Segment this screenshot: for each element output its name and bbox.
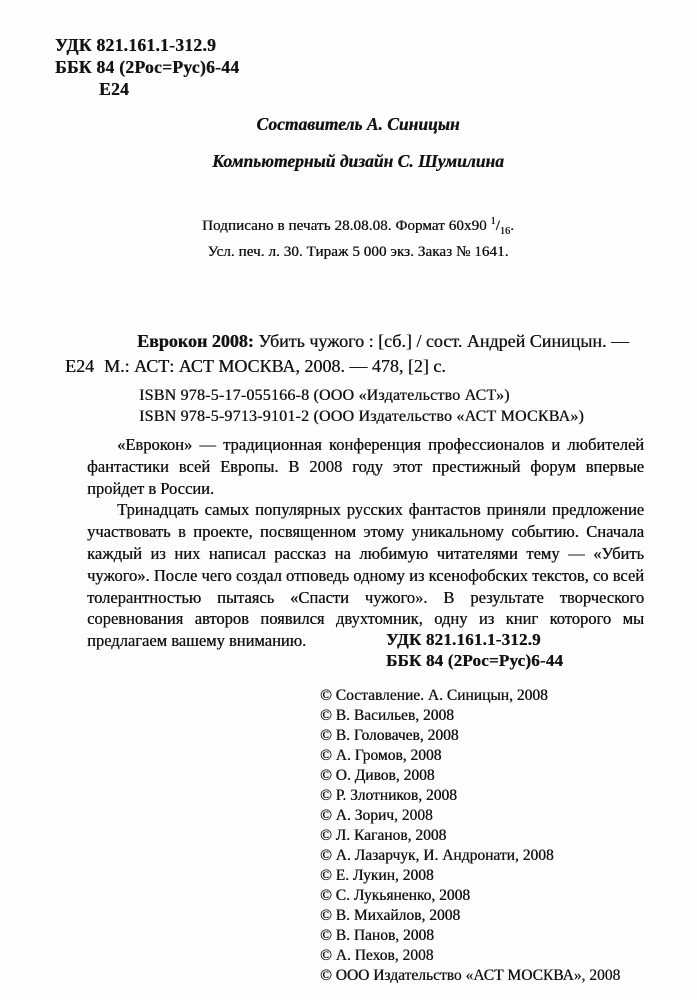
format-fraction-slash: / <box>495 218 500 234</box>
compiler-credit: Составитель А. Синицын <box>256 114 460 134</box>
design-credit: Компьютерный дизайн С. Шумилина <box>212 151 504 171</box>
copyright-line: © В. Панов, 2008 <box>320 927 434 944</box>
copyright-line: © ООО Издательство «АСТ МОСКВА», 2008 <box>320 967 621 984</box>
annotation-block <box>87 434 644 652</box>
classification-block-bottom <box>386 629 563 671</box>
biblio-line1-rest: Убить чужого : [сб.] / сост. Андрей Синицын. — <box>253 331 629 351</box>
format-fraction-numerator: 1 <box>490 216 496 227</box>
isbn-line: ISBN 978-5-17-055166-8 (ООО «Издательство АСТ») <box>139 387 510 404</box>
copyright-line: © А. Громов, 2008 <box>320 747 442 764</box>
copyright-line: © С. Лукьяненко, 2008 <box>320 887 471 904</box>
copyright-line: © В. Головачев, 2008 <box>320 727 459 744</box>
bibliographic-entry <box>65 329 661 378</box>
print-run-line: Усл. печ. л. 30. Тираж 5 000 экз. Заказ № 1641. <box>207 244 509 260</box>
copyright-line: © Е. Лукин, 2008 <box>320 867 434 884</box>
copyright-line: © А. Пехов, 2008 <box>320 947 434 964</box>
copyright-line: © В. Михайлов, 2008 <box>320 907 461 924</box>
format-fraction-denominator: 16 <box>499 226 511 237</box>
copyright-line: © А. Лазарчук, И. Андронати, 2008 <box>320 847 554 864</box>
classification-block-top <box>55 34 239 100</box>
udk-code-bottom: УДК 821.161.1-312.9 <box>386 630 541 649</box>
author-sign-code-top: Е24 <box>99 79 130 99</box>
author-sign-code-biblio: Е24 <box>65 355 94 376</box>
copyright-line: © Составление. А. Синицын, 2008 <box>320 687 548 704</box>
biblio-imprint: М.: АСТ: АСТ МОСКВА, 2008. — 478, [2] с. <box>104 355 446 376</box>
print-date-text: Подписано в печать 28.08.08. Формат 60х90 <box>202 218 491 234</box>
bbk-code-bottom: ББК 84 (2Рос=Рус)6-44 <box>386 651 564 670</box>
biblio-line-2 <box>65 354 661 379</box>
isbn-line: ISBN 978-5-9713-9101-2 (ООО Издательство «АСТ МОСКВА») <box>139 407 584 425</box>
isbn-block <box>139 386 584 427</box>
print-date-line <box>48 212 668 242</box>
copyright-line: © О. Дивов, 2008 <box>320 767 435 784</box>
copyright-line: © А. Зорич, 2008 <box>320 807 433 824</box>
copyright-line: © Р. Злотников, 2008 <box>320 787 457 804</box>
copyright-list <box>320 686 620 986</box>
copyright-line: © В. Васильев, 2008 <box>320 707 454 724</box>
biblio-line-1 <box>65 329 661 354</box>
copyright-line: © Л. Каганов, 2008 <box>320 827 447 844</box>
annotation-paragraph: «Еврокон» — традиционная конференция профессионалов и любителей фантастики всей Европы. В 2008 году этот престижный форум впервые пройдет в России. <box>87 435 644 498</box>
bbk-code-top: ББК 84 (2Рос=Рус)6-44 <box>55 57 240 77</box>
udk-code-top: УДК 821.161.1-312.9 <box>55 35 217 55</box>
biblio-title: Еврокон 2008: <box>137 331 254 351</box>
print-info-block <box>48 212 668 262</box>
annotation-paragraph: Тринадцать самых популярных русских фантастов приняли предложение участвовать в проекте, посвященном этому уникальному событию. Сначала каждый из них написал рассказ на любимую читателями тему — «Убить чужого». После чего создал отповедь одному из ксенофобских текстов, со всей толерантностью пытаясь «Спасти чужого». В результате творческого соревнования авторов появился двухтомник, одну из книг которого мы предлагаем вашему вниманию. <box>87 500 644 651</box>
print-date-line-end: . <box>510 218 514 234</box>
